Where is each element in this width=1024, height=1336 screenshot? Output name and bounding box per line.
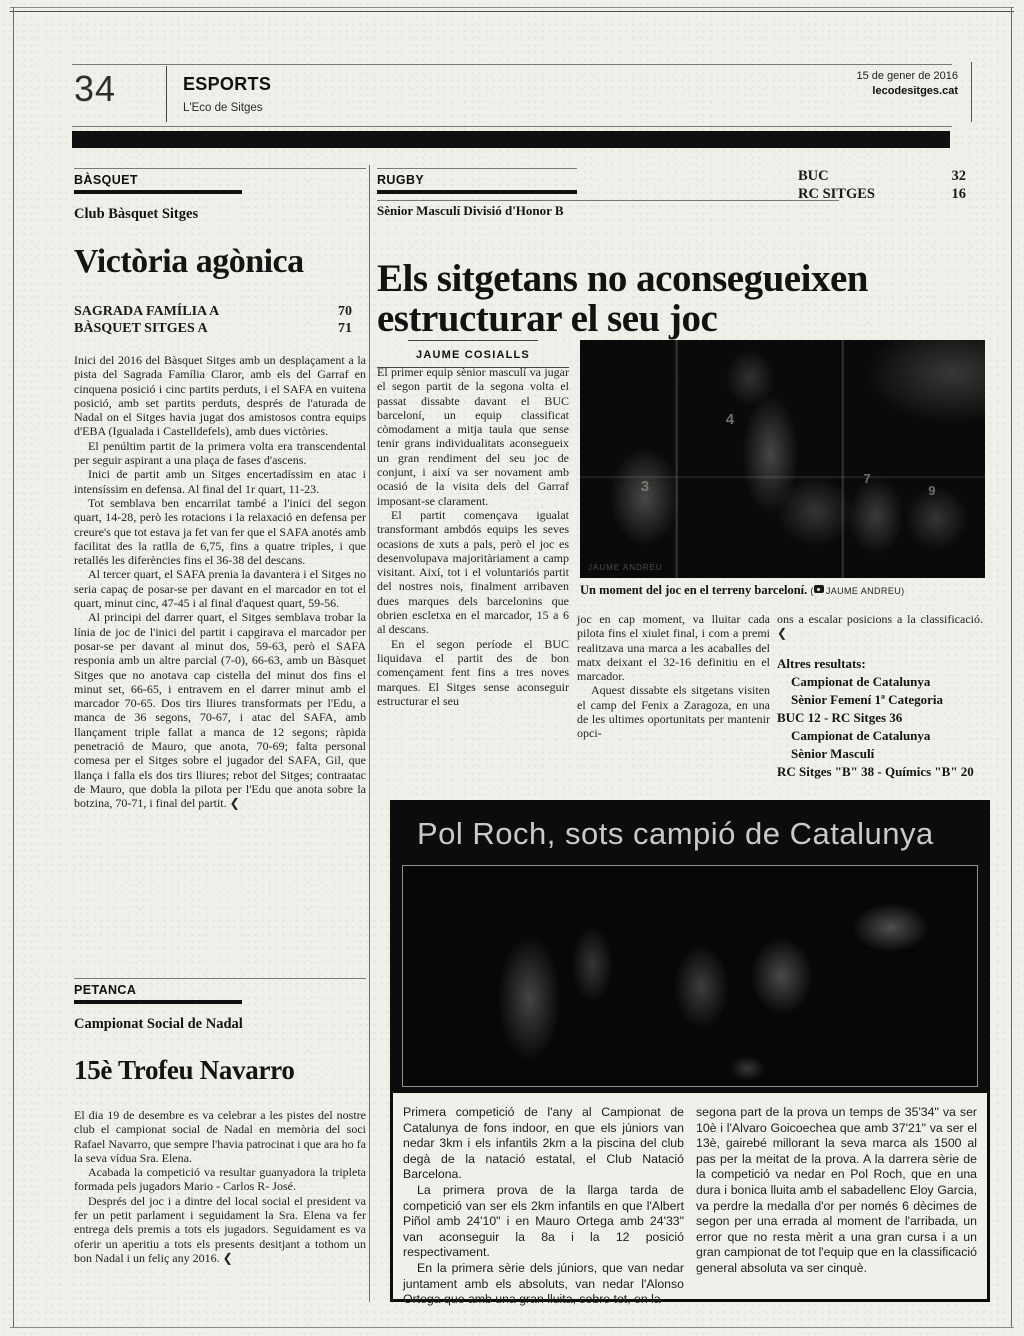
paragraph: Aquest dissabte els sitgetans visiten el camp del Fenix a Zaragoza, en una de les ultimes oportunitats per mantenir opci-: [577, 683, 770, 741]
paragraph: segona part de la prova un temps de 35'34" va ser 10è i l'Alvaro Goicoechea que amb 37'21" va ser el 13è, gairebé millorant la seva marca als 1500 al pas per la meitat de la prova. A la darrera sèrie de la competició va nedar en Pol Roch, que en una dura i bonica lluita amb el sabadellenc Eloy Garcia, va perdre la medalla d'or per només 6 dècimes de segon per una errada al moment de l'arribada, un error que no resta mèrit a una gran cursa i a un gran campionat de tot l'equip que en la classificació general absoluta va ser cinquè.: [696, 1105, 977, 1275]
player-number: 9: [928, 482, 936, 498]
kicker-rule: [74, 190, 242, 194]
paragraph: Al tercer quart, el SAFA prenia la davantera i el Sitges no seria capaç de posar-se per davant en el marcador en tot el quart, minut cinc, 47-45 i al final d'aquest quart, 59-56.: [74, 567, 366, 611]
paragraph: Tot semblava ben encarrilat també a l'inici del segon quart, 14-28, però les rotacions i la relaxació en defensa per creure's que tot estava ja fet van fer que el SAFA anotés amb facilitat des la ratlla de 6,75, fins a quatre triples, i que retallés les diferències fins el 36-38 del descans.: [74, 495, 366, 568]
paragraph: Inici de partit amb un Sitges encertadíssim en atac i intensíssim en defensa. Al final del 1r quart, 11-23.: [74, 467, 366, 496]
article-subhead: Campionat Social de Nadal: [74, 1016, 243, 1032]
article-body-column-1: [403, 1105, 684, 1308]
swimming-photo-area: [393, 803, 987, 1093]
result-line: RC Sitges "B" 38 - Químics "B" 20: [777, 763, 974, 779]
kicker-basquet: [74, 168, 366, 194]
team-score: 70: [338, 304, 352, 319]
player-number: 7: [863, 470, 871, 486]
kicker-rugby: [377, 168, 577, 194]
byline-rule: [408, 340, 538, 341]
kicker-label: PETANCA: [74, 983, 137, 997]
section-title: ESPORTS: [183, 74, 272, 94]
article-body-column-2: [696, 1105, 977, 1308]
paragraph: El partit començava igualat transformant ambdós equips les seves ocasions de xuts a pals, però el joc es desenvolupava majoritàriament a camp visitant. Així, tot i el voluntariós partit del nostres nois, finalment arribaven dues marques dels barcelonins que obrien escletxa en el marcador, 15 a 6 al descans.: [377, 507, 569, 637]
result-line: Sènior Masculí: [791, 745, 875, 761]
paragraph: El penúltim partit de la primera volta era transcendental per seguir aspirant a una plaça de fases d'ascens.: [74, 438, 366, 468]
camera-icon: [814, 585, 824, 593]
photo-credit: [810, 586, 904, 596]
paragraph: En la primera sèrie dels júniors, que van nedar juntament amb els absoluts, van nedar l'Alonso Ortega que amb una gran lluita, sobre tot, en la: [403, 1260, 684, 1307]
score-row: [798, 185, 966, 203]
article-subhead: Club Bàsquet Sitges: [74, 206, 199, 222]
credit-name: JAUME ANDREU): [825, 586, 905, 596]
frame-line: [13, 7, 14, 1328]
scoreboard: [798, 167, 966, 203]
header-right: [738, 70, 958, 97]
paragraph: Després del joc i a dintre del local social el president va fer un petit parlament i seguidament la Sra. Elena va fer entrega dels premis a tots els jugadors. Seguidament es va oferir un aperitiu a tots els presents desitjant a tothom un bon Nadal i un feliç any 2016. ❮: [74, 1193, 366, 1265]
article-body: [74, 353, 366, 811]
article-headline: 15è Trofeu Navarro: [74, 1055, 295, 1085]
paragraph: El primer equip sènior masculí va jugar el segon partit de la segona volta el passat dissabte davant el BUC barceloní, un equip classificat còmodament a mitja taula que sense tenir grans individualitats aconsegueix un gran rendiment del seu joc de conjunt, i així va ser novament amb ocasió de la visita dels del Garraf imposant-se clarament.: [377, 365, 569, 508]
article-basketball: [74, 168, 366, 811]
kicker-label: RUGBY: [377, 173, 425, 187]
frame-line: [1011, 7, 1012, 1328]
page-number: 34: [74, 68, 117, 109]
kicker-label: BÀSQUET: [74, 173, 138, 187]
result-line: BUC 12 - RC Sitges 36: [777, 709, 903, 725]
paragraph: Acabada la competició va resultar guanyadora la tripleta formada pels jugadors Mario - Carlos R- José.: [74, 1165, 366, 1194]
article-subhead: Sènior Masculí Divisió d'Honor B: [377, 203, 564, 218]
paragraph: Inici del 2016 del Bàsquet Sitges amb un desplaçament a la pista del Sagrada Família Claror, amb els del Garraf en cinquena posició i cinc partits perduts, i el SAFA en vuitena posició, amb set partits perduts, després de l'aturada de Nadal on el Sitges havia jugat dos amistosos contra equips d'EBA (Igualada i Castelldefels), amb dues victòries.: [74, 353, 366, 439]
frame-line: [10, 1327, 1014, 1328]
caption-text: Un moment del joc en el terreny barceloní.: [580, 583, 808, 597]
team-score: 16: [951, 186, 966, 202]
frame-line: [10, 11, 1014, 12]
paragraph: ons a escalar posicions a la classificació. ❮: [777, 612, 983, 641]
other-results: [777, 655, 983, 781]
header-divider: [166, 66, 167, 122]
article-body: [74, 1108, 366, 1265]
score-row: [74, 320, 366, 337]
paragraph: Primera competició de l'any al Campionat de Catalunya de fons indoor, en que els júniors van nedar 3km i els infantils 2km a la piscina del club degà de la natació estatal, el Club Natació Barcelona.: [403, 1105, 684, 1182]
paragraph: El dia 19 de desembre es va celebrar a les pistes del nostre club el campionat social de Nadal en memòria del soci Rafael Navarro, que sempre l'havia patrocinat i que ara ho fa la seva vídua Sra. Elena.: [74, 1108, 366, 1165]
byline: JAUME COSIALLS: [416, 349, 530, 361]
article-headline: Victòria agònica: [74, 243, 304, 280]
paragraph: En el segon període el BUC liquidava el partit des de bon començament fent fins a tres noves marques. El Sitges sense aconseguir estructurar el seu: [377, 636, 569, 708]
player-number: 3: [640, 478, 650, 496]
article-headline: Els sitgetans no aconsegueixen estructurar el seu joc: [377, 257, 868, 341]
credit-paren: (: [810, 586, 814, 596]
article-swimming: [390, 800, 990, 1307]
result-line: Campionat de Catalunya: [791, 727, 931, 743]
article-headline: Pol Roch, sots campió de Catalunya: [417, 816, 934, 851]
player-number: 4: [725, 411, 735, 429]
kicker-petanca: [74, 978, 366, 1004]
article-body-column-1: [377, 365, 569, 708]
kicker-rule: [74, 1000, 242, 1004]
team-name: RC SITGES: [798, 186, 875, 202]
subhead-rule: [377, 200, 839, 201]
score-row: [798, 167, 966, 185]
team-name: BUC: [798, 168, 829, 184]
result-line: Sènior Femení 1ª Categoria: [791, 691, 944, 707]
section-bar: [72, 131, 950, 148]
article-body: [393, 1093, 987, 1308]
result-line: Campionat de Catalunya: [791, 673, 931, 689]
team-name: SAGRADA FAMÍLIA A: [74, 304, 220, 319]
header-divider: [971, 62, 972, 122]
kicker-rule: [377, 190, 577, 194]
frame-line: [10, 7, 1014, 8]
paragraph: La primera prova de la llarga tarda de competició van ser els 2km infantils en que l'Albert Piñol amb 24'10" i en Mauro Ortega amb 24'33" van aconseguir la 8a i la 12 posició respectivament.: [403, 1182, 684, 1260]
issue-date: 15 de gener de 2016: [856, 70, 958, 82]
article-body-column-2: [577, 612, 770, 741]
team-score: 71: [338, 321, 352, 336]
scoreboard: [74, 303, 366, 337]
paragraph: Al principi del darrer quart, el Sitges semblava trobar la línia de joc de l'inici del partit i capgirava el marcador per posar-se per davant al minut dos, 59-63, però el SAFA responia amb un altre parcial (7-0), 66-63, amb un Bàsquet Sitges que no anotava cap cistella del minut dos fins el minut set, 66-65, i entravem en el darrer minut amb el marcador 70-65. Dos tirs lliures transformats per l'Edu, a manca de 36 segons, 70-67, i atac del SAFA, amb llançament triple fallat a manca de 12 segons; ràpida penetració de Mauro, que anota, 70-69; falta personal comesa per el Sitges sobre el jugador del SAFA, Gil, que llança i falla els dos tirs lliures; rebot del Sitges; contraatac de Mauro, que dobla la pilota per l'Edu que anota sobre la botzina, 70-71, i final del partit. ❮: [74, 610, 366, 811]
team-name: BÀSQUET SITGES A: [74, 321, 208, 336]
header-rule: [72, 126, 952, 127]
article-body-column-3: [777, 612, 983, 781]
results-title: Altres resultats:: [777, 655, 866, 671]
photo-watermark: JAUME ANDREU: [588, 563, 663, 572]
photo-caption: [580, 583, 985, 598]
paragraph: joc en cap moment, va lluitar cada pilota fins el xiulet final, i com a premi realitzava una marca a les acaballes del matx deixant el 32-16 definitiu en el marcador.: [577, 612, 770, 684]
column-divider: [369, 165, 370, 1302]
team-score: 32: [951, 168, 966, 184]
publication-name: L'Eco de Sitges: [183, 102, 263, 114]
score-row: [74, 303, 366, 320]
website: lecodesitges.cat: [872, 85, 958, 97]
header-rule: [72, 64, 952, 65]
swimming-photo: [402, 865, 978, 1087]
article-petanca: [74, 978, 366, 1265]
byline-box: [377, 340, 569, 368]
rugby-match-photo: [580, 340, 985, 578]
